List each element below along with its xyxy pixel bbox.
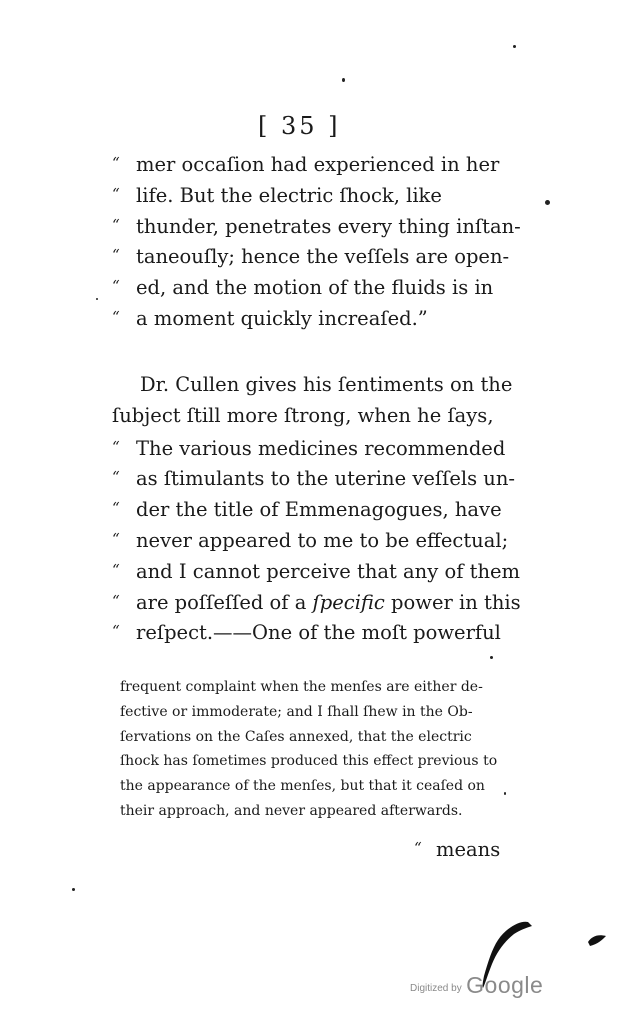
text-line bbox=[112, 586, 521, 617]
line-text: reſpect.——One of the moſt powerful bbox=[136, 621, 501, 645]
ink-speck bbox=[545, 200, 550, 205]
text-line bbox=[112, 271, 506, 302]
quote-mark: “ bbox=[112, 184, 120, 203]
line-text: Dr. Cullen gives his ſentiments on the bbox=[140, 373, 513, 396]
google-logo-text: Google bbox=[466, 972, 544, 998]
text-line bbox=[112, 401, 506, 432]
line-text: thunder, penetrates every thing inſtan- bbox=[136, 214, 521, 238]
text-line bbox=[112, 524, 509, 555]
digitized-by-text: Digitized by bbox=[410, 983, 462, 994]
footnote-line: their approach, and never appeared afterwards. bbox=[120, 802, 463, 819]
text-line bbox=[112, 616, 506, 647]
quote-mark: “ bbox=[112, 437, 120, 456]
text-line bbox=[112, 148, 506, 179]
quote-mark: “ bbox=[112, 468, 120, 487]
google-watermark bbox=[410, 972, 543, 999]
quote-mark: “ bbox=[112, 622, 120, 641]
quote-mark: “ bbox=[414, 839, 422, 857]
text-line bbox=[112, 432, 506, 463]
ink-speck bbox=[342, 78, 345, 82]
text-line bbox=[112, 370, 513, 401]
line-text: never appeared to me to be effectual; bbox=[136, 528, 509, 552]
line-text: as ſtimulants to the uterine veſſels un- bbox=[136, 467, 516, 491]
footnote-line: frequent complaint when the menſes are either de- bbox=[120, 679, 483, 695]
quote-mark: “ bbox=[112, 499, 120, 518]
quote-mark: “ bbox=[112, 529, 120, 548]
line-text: taneouſly; hence the veſſels are open- bbox=[136, 245, 510, 269]
footnote-line: the appearance of the menſes, but that it ceaſed on bbox=[120, 778, 485, 795]
line-text: a moment quickly increaſed.” bbox=[136, 306, 428, 330]
paragraph-1 bbox=[112, 148, 521, 333]
text-line bbox=[112, 493, 506, 524]
ink-speck bbox=[504, 792, 506, 795]
footnote bbox=[120, 675, 506, 824]
ink-speck bbox=[490, 656, 493, 659]
ink-speck bbox=[72, 888, 75, 891]
quote-mark: “ bbox=[112, 560, 120, 579]
paragraph-2 bbox=[112, 370, 521, 647]
text-line bbox=[112, 302, 506, 333]
line-text: mer occaſion had experienced in her bbox=[136, 153, 500, 176]
quote-mark: “ bbox=[112, 154, 120, 172]
text-line bbox=[112, 555, 521, 586]
line-text: The various medicines recommended bbox=[136, 436, 506, 460]
line-text: and I cannot perceive that any of them bbox=[136, 559, 521, 583]
quote-mark: “ bbox=[112, 246, 120, 265]
ink-speck bbox=[513, 45, 516, 48]
page-number: [ 35 ] bbox=[258, 112, 341, 140]
line-text: ſubject ſtill more ſtrong, when he ſays, bbox=[112, 403, 494, 427]
ink-blot-mark bbox=[586, 932, 608, 948]
text-line bbox=[112, 179, 506, 210]
line-text: life. But the electric ſhock, like bbox=[136, 183, 442, 207]
text-line bbox=[112, 210, 521, 241]
quote-mark: “ bbox=[112, 277, 120, 296]
catchword bbox=[414, 838, 500, 861]
line-text: der the title of Emmenagogues, have bbox=[136, 498, 502, 522]
catchword-text: means bbox=[436, 838, 501, 861]
quote-mark: “ bbox=[112, 215, 120, 234]
footnote-line: fective or immoderate; and I ſhall ſhew in the Ob- bbox=[120, 703, 473, 720]
quote-mark: “ bbox=[112, 591, 120, 610]
footnote-line: ſhock has ſometimes produced this effect previous to bbox=[120, 753, 498, 770]
footnote-line: ſervations on the Caſes annexed, that the electric bbox=[120, 728, 472, 745]
line-text: are poſſeſſed of a bbox=[136, 590, 313, 614]
line-text: power in this bbox=[384, 590, 521, 614]
text-line bbox=[112, 240, 510, 271]
line-text: ed, and the motion of the fluids is in bbox=[136, 276, 494, 300]
italic-word: ſpecific bbox=[312, 590, 385, 614]
ink-speck bbox=[96, 298, 98, 300]
quote-mark: “ bbox=[112, 307, 120, 326]
text-line bbox=[112, 462, 516, 493]
